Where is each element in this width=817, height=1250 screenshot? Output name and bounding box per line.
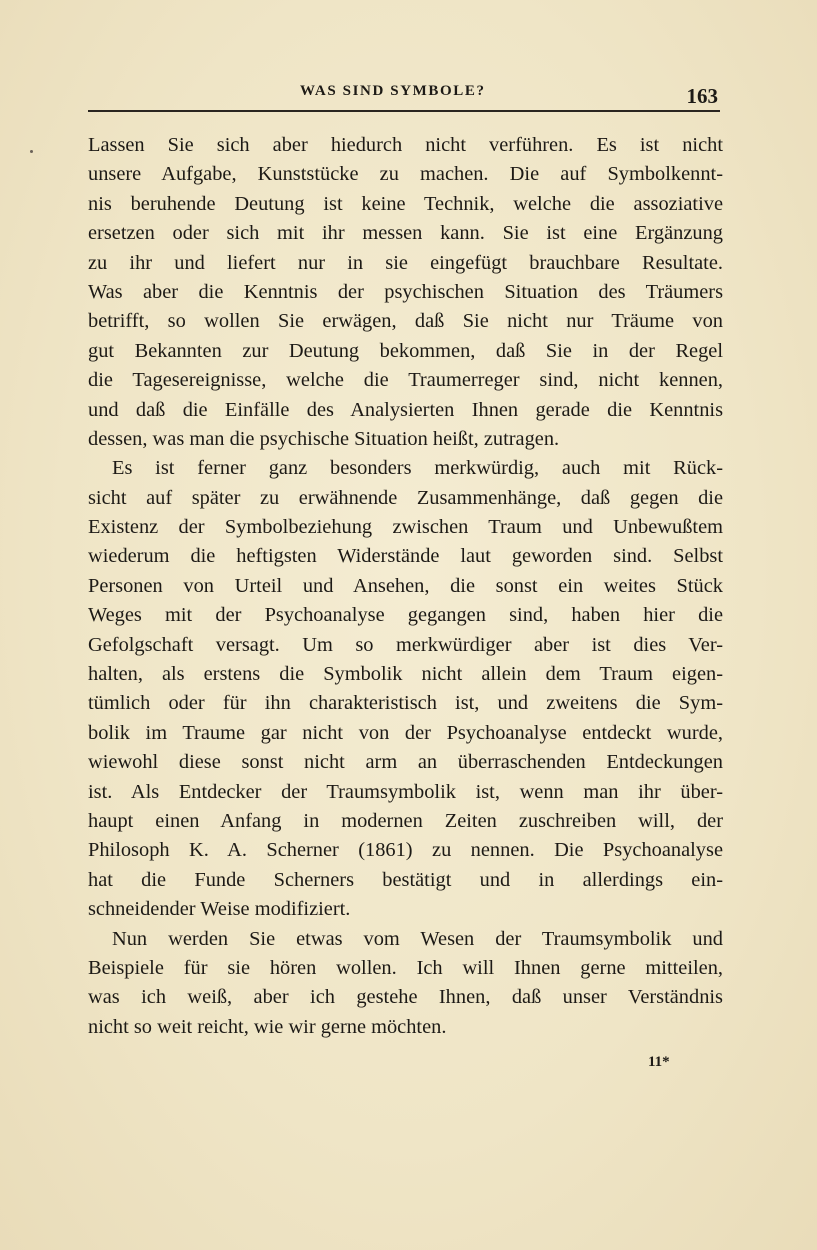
text-line: wiewohl diese sonst nicht arm an überraschenden Entdeckungen <box>88 751 723 774</box>
signature-mark: 11* <box>648 1054 670 1070</box>
text-line: unsere Aufgabe, Kunststücke zu machen. Die auf Symbolkennt- <box>88 163 723 186</box>
text-line: Beispiele für sie hören wollen. Ich will Ihnen gerne mitteilen, <box>88 956 723 979</box>
body-text <box>88 131 723 1042</box>
text-line: schneidender Weise modifiziert. <box>88 898 351 921</box>
text-line: Personen von Urteil und Ansehen, die sonst ein weites Stück <box>88 574 723 597</box>
text-line: was ich weiß, aber ich gestehe Ihnen, daß unser Verständnis <box>88 986 723 1009</box>
text-line: zu ihr und liefert nur in sie eingefügt brauchbare Resultate. <box>88 251 723 274</box>
text-line: Lassen Sie sich aber hiedurch nicht verführen. Es ist nicht <box>88 134 723 156</box>
text-line: nis beruhende Deutung ist keine Technik, welche die assoziative <box>88 192 723 215</box>
text-line: dessen, was man die psychische Situation heißt, zutragen. <box>88 427 560 450</box>
text-line: Es ist ferner ganz besonders merkwürdig, auch mit Rück- <box>112 457 723 480</box>
text-line: nicht so weit reicht, wie wir gerne möchten. <box>88 1015 447 1038</box>
text-line: tümlich oder für ihn charakteristisch ist, und zweitens die Sym- <box>88 692 723 715</box>
text-line: bolik im Traume gar nicht von der Psychoanalyse entdeckt wurde, <box>88 721 723 744</box>
text-line: Philosoph K. A. Scherner (1861) zu nennen. Die Psychoanalyse <box>88 839 723 862</box>
text-line: halten, als erstens die Symbolik nicht allein dem Traum eigen- <box>88 663 723 686</box>
text-line: Gefolgschaft versagt. Um so merkwürdiger aber ist dies Ver- <box>88 633 723 656</box>
text-line: Existenz der Symbolbeziehung zwischen Traum und Unbewußtem <box>88 516 723 539</box>
text-line: ist. Als Entdecker der Traumsymbolik ist, wenn man ihr über- <box>88 780 723 803</box>
text-line: Weges mit der Psychoanalyse gegangen sind, haben hier die <box>88 604 723 627</box>
text-line: ersetzen oder sich mit ihr messen kann. Sie ist eine Ergänzung <box>88 222 723 245</box>
text-line: betrifft, so wollen Sie erwägen, daß Sie nicht nur Träume von <box>88 310 723 333</box>
margin-speck <box>30 150 33 153</box>
text-line: gut Bekannten zur Deutung bekommen, daß Sie in der Regel <box>88 339 723 362</box>
running-head-title: WAS SIND SYMBOLE? <box>300 83 486 99</box>
running-head <box>88 80 720 112</box>
text-line: Nun werden Sie etwas vom Wesen der Traumsymbolik und <box>112 927 723 950</box>
page-number: 163 <box>686 84 718 108</box>
text-line: und daß die Einfälle des Analysierten Ihnen gerade die Kenntnis <box>88 398 723 421</box>
text-line: die Tagesereignisse, welche die Traumerreger sind, nicht kennen, <box>88 369 723 392</box>
text-line: wiederum die heftigsten Widerstände laut geworden sind. Selbst <box>88 545 723 568</box>
text-line: sicht auf später zu erwähnende Zusammenhänge, daß gegen die <box>88 486 723 509</box>
text-line: haupt einen Anfang in modernen Zeiten zuschreiben will, der <box>88 809 723 832</box>
text-line: hat die Funde Scherners bestätigt und in allerdings ein- <box>88 868 723 891</box>
text-line: Was aber die Kenntnis der psychischen Situation des Träumers <box>88 280 723 303</box>
